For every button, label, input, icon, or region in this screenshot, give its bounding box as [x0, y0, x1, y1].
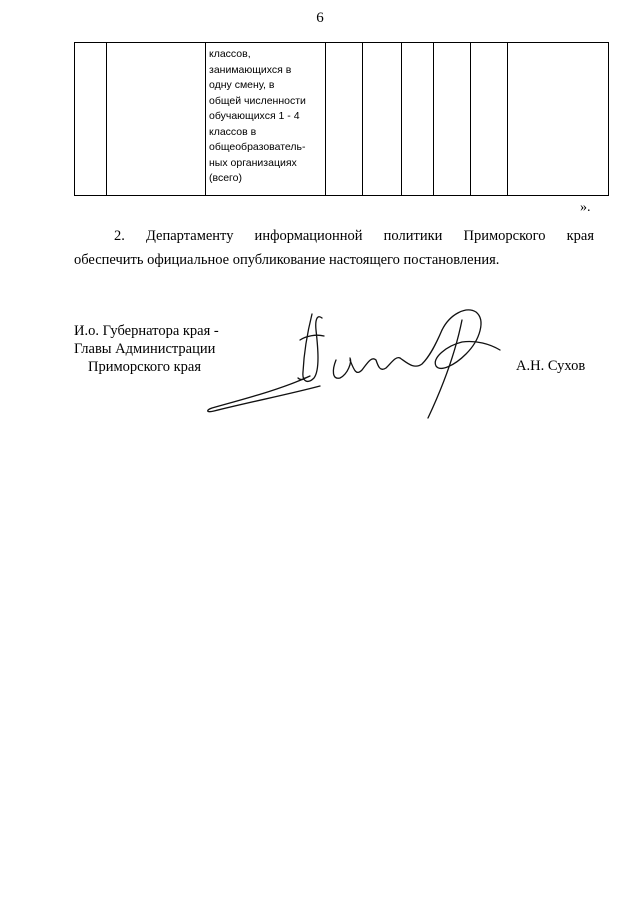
table-column-divider	[470, 43, 471, 195]
table-column-divider	[362, 43, 363, 195]
page-number: 6	[316, 10, 324, 26]
table-cell-indicator-text: классов, занимающихся в одну смену, в общей численности обучающихся 1 - 4 классов в общеобразователь- ных организациях (всего)	[209, 48, 306, 184]
signatory-title-line-1: И.о. Губернатора края -	[74, 323, 219, 339]
signer-name: А.Н. Сухов	[516, 358, 586, 374]
table-fragment	[74, 42, 609, 196]
table-column-divider	[433, 43, 434, 195]
paragraph-line-1: 2. Департаменту информационной политики Приморского края	[114, 228, 594, 244]
signatory-title	[74, 322, 219, 376]
handwritten-signature	[200, 300, 520, 425]
signatory-title-line-2: Главы Администрации	[74, 341, 216, 357]
paragraph-line-2: обеспечить официальное опубликование настоящего постановления.	[74, 252, 500, 268]
table-column-divider	[401, 43, 402, 195]
paragraph-item-2	[74, 224, 594, 272]
table-column-divider	[106, 43, 107, 195]
closing-quote: ».	[580, 200, 591, 215]
table-column-divider	[205, 43, 206, 195]
signatory-title-line-3: Приморского края	[88, 359, 202, 375]
table-column-divider	[507, 43, 508, 195]
